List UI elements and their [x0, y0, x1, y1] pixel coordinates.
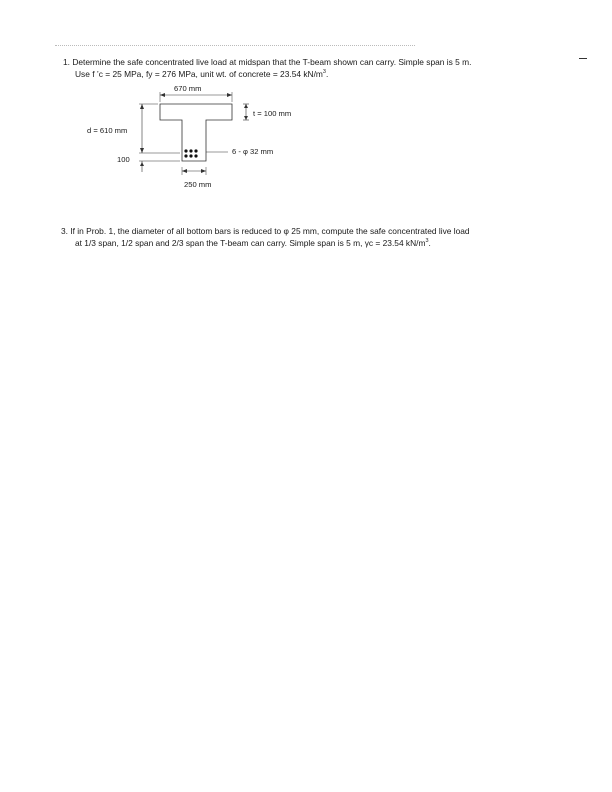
- problem3-line2: at 1/3 span, 1/2 span and 2/3 span the T-beam can carry. Simple span is 5 m, γc = 23.54 $kN/m^3$.: [75, 238, 431, 248]
- flange-width-label: 670 mm: [174, 84, 202, 93]
- effective-depth-label: d = 610 mm: [87, 126, 128, 135]
- problem3-line1: 3. If in Prob. 1, the diameter of all bottom bars is reduced to φ 25 mm, compute the safe concentrated live load: [61, 226, 470, 236]
- problem1-line1: 1. Determine the safe concentrated live load at midspan that the T-beam shown can carry. Simple span is 5 m.: [63, 57, 472, 67]
- rebar-dots: [184, 149, 197, 157]
- flange-thickness-label: t = 100 mm: [253, 109, 292, 118]
- bars-label: 6 - φ 32 mm: [232, 147, 274, 156]
- problem1-line2: Use f ’c = 25 MPa, fy = 276 MPa, unit wt. of concrete = 23.54 $kN/m^3$.: [75, 69, 329, 79]
- web-width-label: 250 mm: [184, 180, 212, 189]
- cover-label: 100: [117, 155, 130, 164]
